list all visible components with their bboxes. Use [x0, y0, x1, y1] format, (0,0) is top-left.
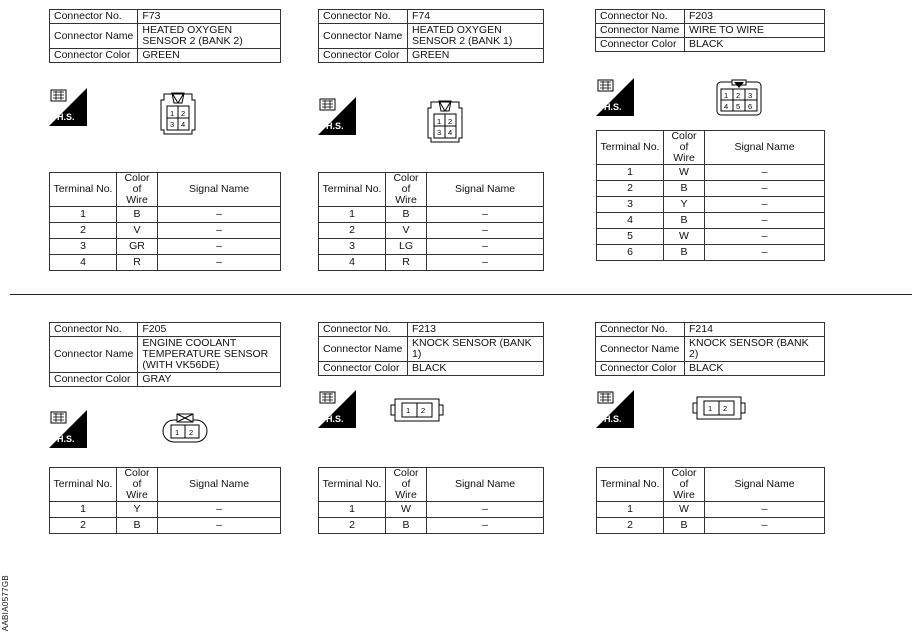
svg-text:1: 1	[708, 404, 713, 413]
svg-text:H.S.: H.S.	[604, 414, 622, 424]
connector-color-value: GRAY	[138, 373, 281, 387]
table-row: 2 B –	[319, 518, 544, 534]
col-wire-header: Color of Wire	[117, 468, 158, 502]
connector-color-label: Connector Color	[50, 49, 138, 63]
col-terminal-header: Terminal No.	[597, 468, 664, 502]
connector-header-table	[595, 322, 825, 376]
svg-text:4: 4	[181, 120, 186, 129]
terminal-table	[318, 467, 544, 534]
svg-text:2: 2	[421, 406, 426, 415]
connector-color-value: BLACK	[408, 362, 544, 376]
connector-no-label: Connector No.	[50, 323, 138, 337]
connector-name-label: Connector Name	[596, 24, 685, 38]
col-wire-header: Color of Wire	[664, 131, 705, 165]
table-row: 2 B –	[597, 181, 825, 197]
svg-text:H.S.: H.S.	[326, 121, 344, 131]
connector-header-table	[49, 322, 281, 387]
col-terminal-header: Terminal No.	[597, 131, 664, 165]
connector-no-label: Connector No.	[319, 10, 408, 24]
connector-color-value: GREEN	[408, 49, 544, 63]
col-terminal-header: Terminal No.	[50, 173, 117, 207]
svg-text:3: 3	[170, 120, 175, 129]
table-row: 2 V –	[50, 223, 281, 239]
col-signal-header: Signal Name	[705, 468, 825, 502]
table-row: 4 B –	[597, 213, 825, 229]
connector-no-label: Connector No.	[50, 10, 138, 24]
table-row: 5 W –	[597, 229, 825, 245]
connector-color-label: Connector Color	[596, 38, 685, 52]
connector-no-label: Connector No.	[596, 323, 685, 337]
connector-name-value: WIRE TO WIRE	[685, 24, 825, 38]
svg-text:2: 2	[181, 109, 186, 118]
col-signal-header: Signal Name	[427, 173, 544, 207]
connector-name-label: Connector Name	[50, 337, 138, 373]
figure-code: AABIA0577GB	[1, 575, 10, 632]
connector-no-label: Connector No.	[319, 323, 408, 337]
col-wire-header: Color of Wire	[386, 468, 427, 502]
svg-text:1: 1	[170, 109, 175, 118]
table-row: 4 R –	[319, 255, 544, 271]
connector-color-label: Connector Color	[319, 362, 408, 376]
connector-header-table	[318, 9, 544, 63]
terminal-table	[318, 172, 544, 271]
connector-name-label: Connector Name	[50, 24, 138, 49]
connector-name-label: Connector Name	[596, 337, 685, 362]
connector-no-value: F214	[685, 323, 825, 337]
table-row: 1 B –	[319, 207, 544, 223]
connector-name-value: HEATED OXYGEN SENSOR 2 (BANK 1)	[408, 24, 544, 49]
connector-name-value: KNOCK SENSOR (BANK 2)	[685, 337, 825, 362]
svg-text:2: 2	[448, 117, 453, 126]
table-row: 1 Y –	[50, 502, 281, 518]
svg-text:H.S.: H.S.	[326, 414, 344, 424]
col-wire-header: Color of Wire	[117, 173, 158, 207]
terminal-table	[49, 467, 281, 534]
connector-header-table	[49, 9, 281, 63]
col-signal-header: Signal Name	[705, 131, 825, 165]
connector-no-value: F73	[138, 10, 281, 24]
table-row: 3 GR –	[50, 239, 281, 255]
connector-header-table	[318, 322, 544, 376]
svg-text:1: 1	[175, 428, 180, 437]
connector-color-label: Connector Color	[319, 49, 408, 63]
connector-color-value: GREEN	[138, 49, 281, 63]
table-row: 1 W –	[319, 502, 544, 518]
svg-text:H.S.: H.S.	[57, 434, 75, 444]
table-row: 2 B –	[50, 518, 281, 534]
table-row: 1 W –	[597, 165, 825, 181]
harness-side-icon	[318, 97, 356, 135]
svg-text:H.S.: H.S.	[604, 102, 622, 112]
harness-side-icon	[596, 390, 634, 428]
col-wire-header: Color of Wire	[664, 468, 705, 502]
connector-color-value: BLACK	[685, 38, 825, 52]
svg-text:3: 3	[748, 91, 753, 100]
terminal-table	[596, 130, 825, 261]
connector-name-value: HEATED OXYGEN SENSOR 2 (BANK 2)	[138, 24, 281, 49]
col-signal-header: Signal Name	[427, 468, 544, 502]
terminal-table	[596, 467, 825, 534]
connector-face-2pin	[692, 393, 746, 423]
col-terminal-header: Terminal No.	[319, 468, 386, 502]
table-row: 1 W –	[597, 502, 825, 518]
col-signal-header: Signal Name	[158, 173, 281, 207]
connector-name-label: Connector Name	[319, 337, 408, 362]
svg-text:6: 6	[748, 102, 753, 111]
harness-side-icon	[596, 78, 634, 116]
svg-text:2: 2	[723, 404, 728, 413]
col-signal-header: Signal Name	[158, 468, 281, 502]
col-terminal-header: Terminal No.	[50, 468, 117, 502]
connector-face-4pin	[158, 90, 198, 136]
connector-face-6pin	[714, 79, 764, 117]
table-row: 2 V –	[319, 223, 544, 239]
table-row: 2 B –	[597, 518, 825, 534]
svg-text:4: 4	[448, 128, 453, 137]
svg-text:2: 2	[736, 91, 741, 100]
connector-no-value: F213	[408, 323, 544, 337]
harness-side-icon	[49, 410, 87, 448]
connector-color-label: Connector Color	[50, 373, 138, 387]
svg-text:1: 1	[724, 91, 729, 100]
svg-text:3: 3	[437, 128, 442, 137]
svg-text:1: 1	[437, 117, 442, 126]
svg-text:1: 1	[406, 406, 411, 415]
connector-header-table	[595, 9, 825, 52]
connector-no-value: F74	[408, 10, 544, 24]
table-row: 3 Y –	[597, 197, 825, 213]
connector-face-2pin	[390, 395, 444, 425]
svg-text:2: 2	[189, 428, 194, 437]
col-terminal-header: Terminal No.	[319, 173, 386, 207]
col-wire-header: Color of Wire	[386, 173, 427, 207]
table-row: 1 B –	[50, 207, 281, 223]
connector-no-value: F203	[685, 10, 825, 24]
connector-face-4pin	[425, 98, 465, 144]
section-divider	[10, 294, 912, 295]
table-row: 3 LG –	[319, 239, 544, 255]
connector-no-value: F205	[138, 323, 281, 337]
table-row: 6 B –	[597, 245, 825, 261]
connector-name-label: Connector Name	[319, 24, 408, 49]
connector-no-label: Connector No.	[596, 10, 685, 24]
connector-color-label: Connector Color	[596, 362, 685, 376]
connector-name-value: KNOCK SENSOR (BANK 1)	[408, 337, 544, 362]
svg-text:H.S.: H.S.	[57, 112, 75, 122]
terminal-table	[49, 172, 281, 271]
connector-color-value: BLACK	[685, 362, 825, 376]
table-row: 4 R –	[50, 255, 281, 271]
connector-face-2pin	[160, 412, 210, 444]
harness-side-icon	[318, 390, 356, 428]
harness-side-icon	[49, 88, 87, 126]
svg-text:5: 5	[736, 102, 741, 111]
svg-text:4: 4	[724, 102, 729, 111]
connector-name-value: ENGINE COOLANT TEMPERATURE SENSOR (WITH VK56DE)	[138, 337, 281, 373]
